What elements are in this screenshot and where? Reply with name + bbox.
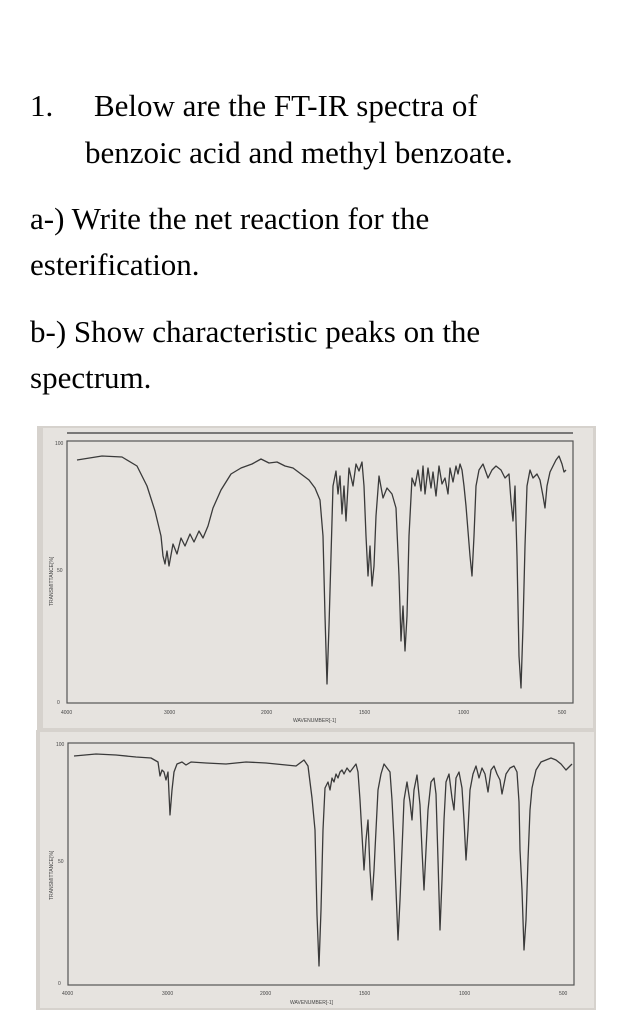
spectrum-1-xtick-2000: 2000 [261, 710, 273, 716]
spectrum-2-xtick-1000: 1000 [459, 991, 471, 997]
spectrum-2-xtick-2000: 2000 [260, 991, 272, 997]
spectrum-2-xtick-3000: 3000 [162, 991, 174, 997]
question-number: 1. [30, 88, 54, 123]
spectrum-2-xtick-4000: 4000 [62, 991, 74, 997]
spectrum-2-ytick-50: 50 [58, 859, 64, 865]
part-b-line-1: b-) Show characteristic peaks on the [30, 314, 481, 349]
question-text-line-2: benzoic acid and methyl benzoate. [85, 135, 513, 170]
ir-spectrum-2 [36, 730, 596, 1010]
spectrum-1-ytick-100: 100 [55, 441, 64, 447]
part-a-line-1: a-) Write the net reaction for the [30, 201, 430, 236]
question-text-line-1: Below are the FT-IR spectra of [94, 88, 478, 123]
spectrum-2-ytick-100: 100 [56, 742, 65, 748]
spectrum-1-paper [43, 428, 593, 728]
spectrum-2-xlabel: WAVENUMBER[-1] [290, 1000, 334, 1006]
spectrum-2-xtick-1500: 1500 [359, 991, 371, 997]
spectrum-2-ylabel: TRANSMITTANCE[%] [49, 850, 55, 900]
spectrum-1-ytick-50: 50 [57, 568, 63, 574]
part-a-line-2: esterification. [30, 247, 200, 282]
spectrum-2-xtick-500: 500 [559, 991, 568, 997]
part-b-line-2: spectrum. [30, 360, 152, 395]
spectrum-1-xtick-500: 500 [558, 710, 567, 716]
ir-spectrum-1 [37, 426, 596, 732]
spectrum-1-ylabel: TRANSMITTANCE[%] [49, 556, 55, 606]
spectrum-1-xtick-1500: 1500 [359, 710, 371, 716]
spectrum-1-xtick-1000: 1000 [458, 710, 470, 716]
spectrum-1-ytick-0: 0 [57, 700, 60, 706]
spectrum-2-paper [40, 732, 594, 1008]
spectrum-1-xtick-3000: 3000 [164, 710, 176, 716]
spectrum-1-xtick-4000: 4000 [61, 710, 73, 716]
spectrum-2-ytick-0: 0 [58, 981, 61, 987]
spectrum-1-xlabel: WAVENUMBER[-1] [293, 718, 337, 724]
